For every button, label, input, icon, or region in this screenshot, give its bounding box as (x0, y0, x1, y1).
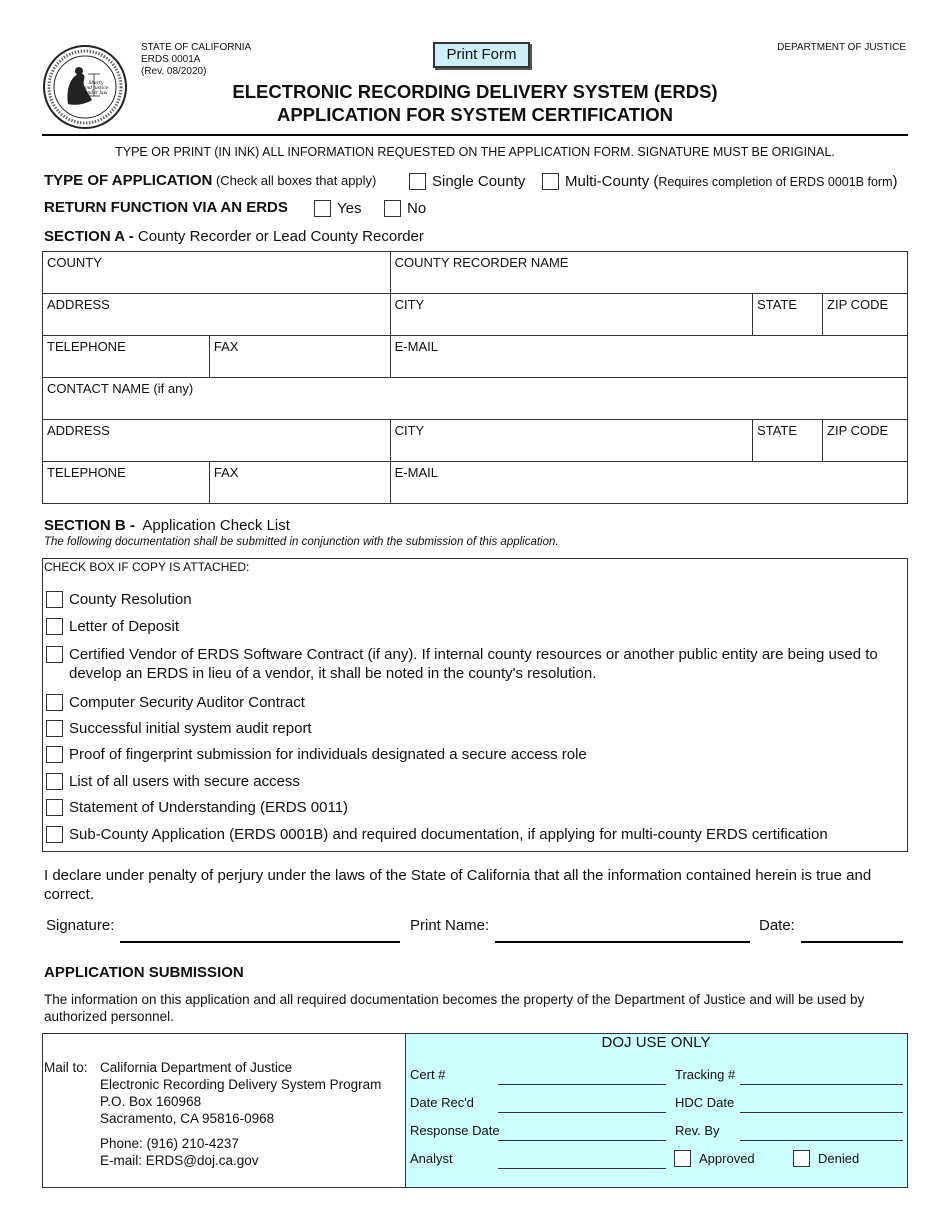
checklist-item-label: List of all users with secure access (69, 773, 300, 790)
cert-line[interactable] (498, 1084, 666, 1085)
approved-checkbox[interactable] (674, 1150, 691, 1167)
hdc-date-line[interactable] (740, 1112, 903, 1113)
section-b-heading (44, 517, 290, 534)
email-address[interactable]: E-mail: ERDS@doj.ca.gov (100, 1153, 259, 1168)
checklist-box-label: CHECK BOX IF COPY IS ATTACHED: (44, 560, 250, 574)
checklist-item (46, 617, 901, 636)
section-a-table (42, 251, 908, 504)
form-number: ERDS 0001A (141, 54, 201, 65)
contact-fax-field[interactable]: FAX (209, 462, 390, 504)
return-yes-checkbox[interactable] (314, 200, 331, 217)
address-line: Electronic Recording Delivery System Program (100, 1077, 382, 1092)
checklist-checkbox[interactable] (46, 618, 63, 635)
form-title (0, 80, 950, 126)
section-b-note: The following documentation shall be submitted in conjunction with the submission of this application. (44, 536, 559, 548)
checklist-item (46, 693, 901, 712)
checklist-checkbox[interactable] (46, 720, 63, 737)
checklist-checkbox[interactable] (46, 799, 63, 816)
print-name-line[interactable] (495, 941, 750, 943)
checklist-checkbox[interactable] (46, 746, 63, 763)
denied-option (793, 1150, 859, 1167)
checklist-item-label: County Resolution (69, 591, 192, 608)
city-field[interactable]: CITY (390, 294, 752, 336)
return-function-label: RETURN FUNCTION VIA AN ERDS (44, 199, 288, 216)
submission-heading: APPLICATION SUBMISSION (44, 964, 244, 981)
section-b-title: SECTION B - (44, 517, 140, 534)
single-county-label: Single County (432, 173, 526, 190)
date-recd-label: Date Rec'd (410, 1095, 474, 1110)
contact-email-field[interactable]: E-MAIL (390, 462, 907, 504)
multi-county-label: Multi-County ( (565, 173, 659, 190)
phone-number: Phone: (916) 210-4237 (100, 1136, 239, 1151)
checklist-item (46, 719, 901, 738)
cert-label: Cert # (410, 1067, 446, 1082)
perjury-declaration: I declare under penalty of perjury under the laws of the State of California that all the information contained herein is true and correct. (44, 867, 872, 903)
contact-name-field[interactable]: CONTACT NAME (if any) (43, 378, 908, 420)
mailing-info (43, 1034, 405, 1187)
telephone-field[interactable]: TELEPHONE (43, 336, 210, 378)
return-no-checkbox[interactable] (384, 200, 401, 217)
header-divider (42, 134, 908, 136)
doj-use-only-title: DOJ USE ONLY (601, 1034, 711, 1051)
print-name-label: Print Name: (410, 917, 490, 934)
contact-city-field[interactable]: CITY (390, 420, 752, 462)
return-no-label: No (407, 200, 427, 217)
checklist-item-label: Sub-County Application (ERDS 0001B) and required documentation, if applying for multi-county ERDS certification (69, 826, 828, 843)
title-line-1: ELECTRONIC RECORDING DELIVERY SYSTEM (ERDS) (232, 81, 718, 102)
checklist-checkbox[interactable] (46, 773, 63, 790)
instructions-text: TYPE OR PRINT (IN INK) ALL INFORMATION REQUESTED ON THE APPLICATION FORM. SIGNATURE MUST BE ORIGINAL. (115, 145, 835, 159)
checklist-item-label: Computer Security Auditor Contract (69, 694, 305, 711)
checklist-checkbox[interactable] (46, 694, 63, 711)
multi-county-option (542, 173, 898, 190)
county-field[interactable]: COUNTY (43, 252, 391, 294)
checklist-checkbox[interactable] (46, 826, 63, 843)
denied-checkbox[interactable] (793, 1150, 810, 1167)
section-a-subtitle: County Recorder or Lead County Recorder (137, 228, 424, 245)
contact-zip-code-field[interactable]: ZIP CODE (823, 420, 908, 462)
contact-telephone-field[interactable]: TELEPHONE (43, 462, 210, 504)
multi-county-note: Requires completion of ERDS 0001B form (658, 174, 893, 189)
date-recd-line[interactable] (498, 1112, 666, 1113)
date-label: Date: (759, 917, 795, 934)
signature-line[interactable] (120, 941, 400, 943)
form-header-left (141, 42, 251, 78)
checklist-checkbox[interactable] (46, 646, 63, 663)
department-label: DEPARTMENT OF JUSTICE (777, 42, 906, 53)
tracking-label: Tracking # (675, 1067, 736, 1082)
checklist-item-label: Letter of Deposit (69, 618, 180, 635)
return-yes-label: Yes (337, 200, 362, 217)
svg-text:liberty: liberty (88, 81, 104, 86)
checklist-item (46, 745, 901, 764)
svg-text:and justice: and justice (83, 86, 109, 91)
checklist-item-label: Proof of fingerprint submission for individuals designated a secure access role (69, 746, 587, 763)
single-county-checkbox[interactable] (409, 173, 426, 190)
response-date-line[interactable] (498, 1140, 666, 1141)
multi-county-close: ) (892, 173, 898, 190)
type-of-application-row (44, 172, 376, 189)
rev-by-label: Rev. By (675, 1123, 720, 1138)
email-field[interactable]: E-MAIL (390, 336, 907, 378)
address-line: California Department of Justice (100, 1060, 293, 1075)
form-revision: (Rev. 08/2020) (141, 66, 207, 77)
return-yes-option (314, 200, 361, 217)
section-a-heading (44, 228, 424, 245)
approved-option (674, 1150, 755, 1167)
rev-by-line[interactable] (740, 1140, 903, 1141)
tracking-line[interactable] (740, 1084, 903, 1085)
section-b-subtitle: Application Check List (139, 517, 290, 534)
date-line[interactable] (801, 941, 903, 943)
return-no-option (384, 200, 426, 217)
analyst-line[interactable] (498, 1168, 666, 1169)
state-field[interactable]: STATE (753, 294, 823, 336)
checklist-checkbox[interactable] (46, 591, 63, 608)
type-of-application-label: TYPE OF APPLICATION (44, 172, 213, 189)
mailing-address (100, 1059, 405, 1169)
address-line: P.O. Box 160968 (100, 1094, 202, 1109)
contact-address-field[interactable]: ADDRESS (43, 420, 391, 462)
submission-text: The information on this application and all required documentation becomes the property of the Department of Justice and will be used by authorized personnel. (44, 992, 865, 1024)
county-recorder-name-field[interactable]: COUNTY RECORDER NAME (390, 252, 907, 294)
print-form-button[interactable]: Print Form (433, 42, 530, 68)
type-of-application-note: (Check all boxes that apply) (212, 173, 377, 188)
multi-county-checkbox[interactable] (542, 173, 559, 190)
zip-code-field[interactable]: ZIP CODE (823, 294, 908, 336)
checklist-item-label: Certified Vendor of ERDS Software Contract (if any). If internal county resources or another public entity are being used to develop an ERDS in lieu of a vendor, it shall be noted in the county's resolution. (69, 646, 878, 682)
address-line: Sacramento, CA 95816-0968 (100, 1111, 275, 1126)
hdc-date-label: HDC Date (675, 1095, 735, 1110)
approved-label: Approved (699, 1151, 755, 1166)
contact-state-field[interactable]: STATE (753, 420, 823, 462)
response-date-label: Response Date (410, 1123, 500, 1138)
svg-text:under law: under law (84, 91, 108, 96)
section-a-title: SECTION A - (44, 228, 138, 245)
title-line-2: APPLICATION FOR SYSTEM CERTIFICATION (276, 104, 674, 125)
checklist-item (46, 772, 901, 791)
checklist-item (46, 798, 901, 817)
checklist-item-label: Statement of Understanding (ERDS 0011) (69, 799, 349, 816)
checklist-item (46, 825, 901, 844)
fax-field[interactable]: FAX (209, 336, 390, 378)
single-county-option (409, 173, 525, 190)
state-label: STATE OF CALIFORNIA (141, 42, 252, 53)
denied-label: Denied (818, 1151, 860, 1166)
mail-to-label: Mail to: (44, 1060, 88, 1075)
analyst-label: Analyst (410, 1151, 453, 1166)
signature-label: Signature: (46, 917, 115, 934)
checklist-item-label: Successful initial system audit report (69, 720, 312, 737)
address-field[interactable]: ADDRESS (43, 294, 391, 336)
checklist-item (46, 645, 901, 683)
checklist-item (46, 590, 901, 609)
